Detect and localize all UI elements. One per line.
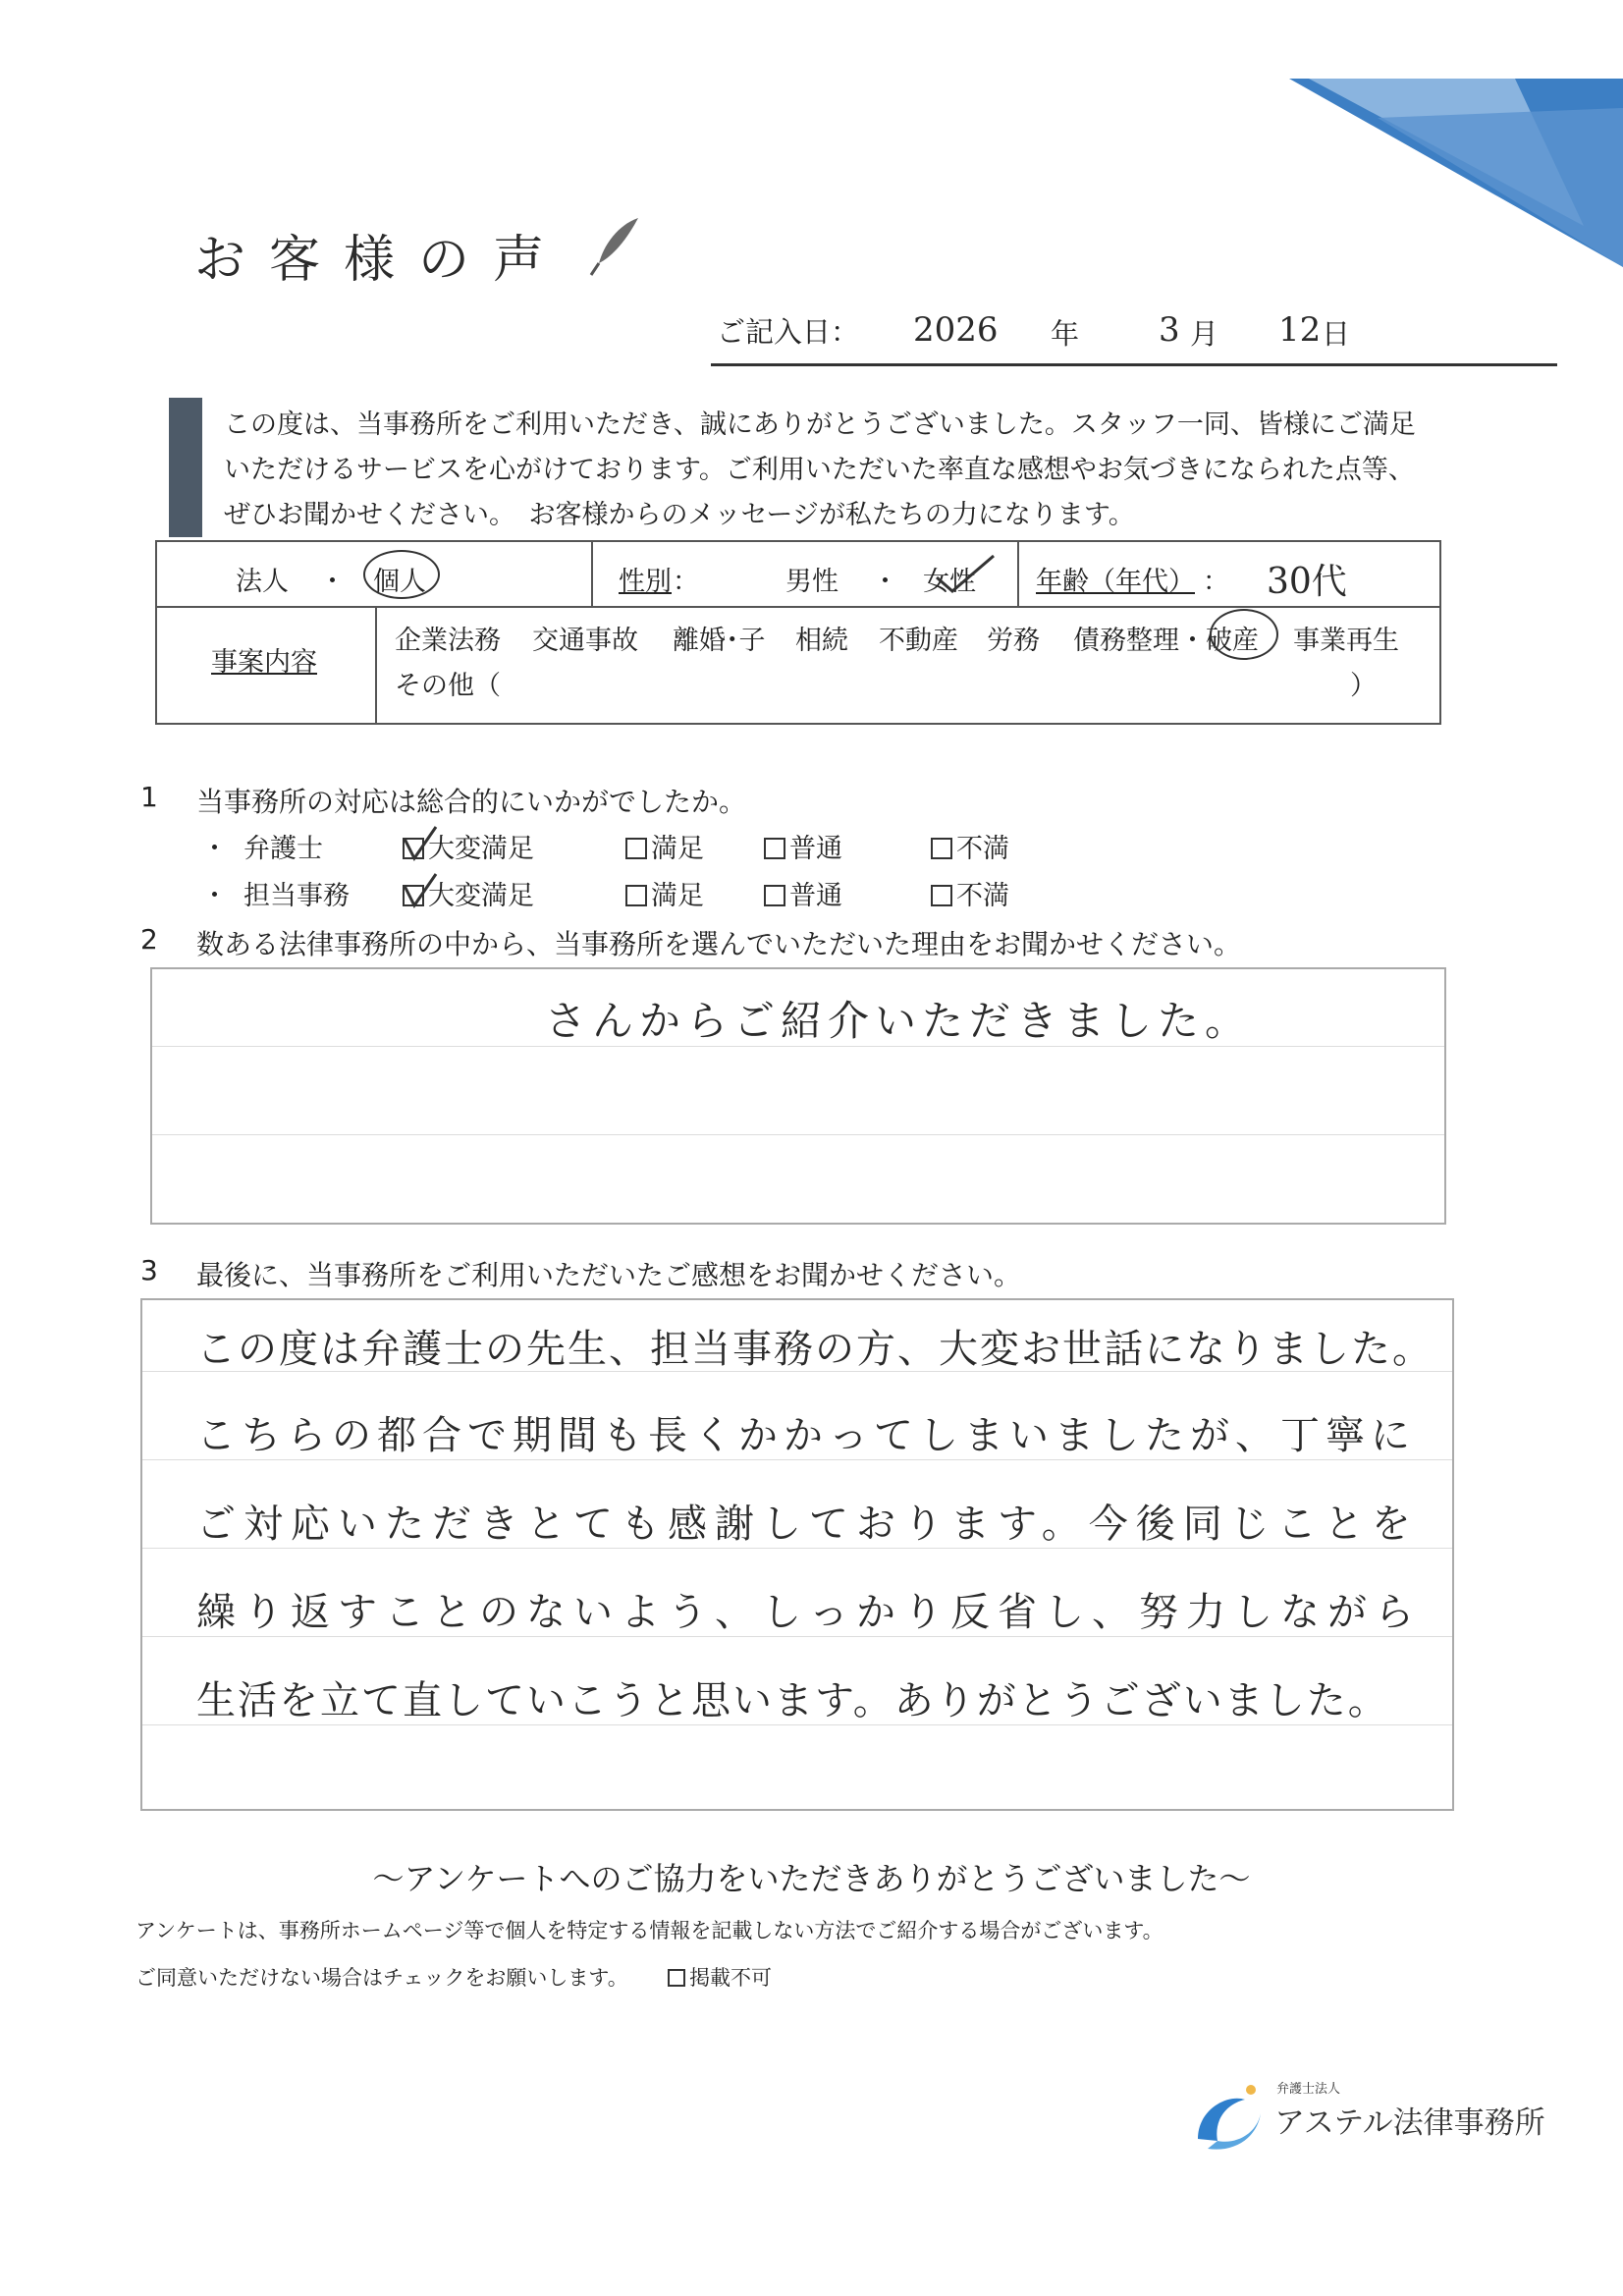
q1-number: 1: [140, 781, 158, 813]
opt-out-checkbox[interactable]: 掲載不可: [668, 1962, 772, 1992]
publication-note: アンケートは、事務所ホームページ等で個人を特定する情報を記載しない方法でご紹介する場合がございます。: [135, 1919, 1163, 1942]
age-colon: ：: [1203, 567, 1229, 597]
case-type: 労務: [987, 626, 1040, 656]
date-month: 3: [1159, 310, 1180, 350]
case-type: 不動産: [879, 626, 958, 656]
checkmark-icon: [401, 823, 440, 866]
intro-line: ぜひお聞かせください。 お客様からのメッセージが私たちの力になります。: [224, 500, 1135, 530]
other-label: その他（: [395, 671, 501, 701]
option-satisfied[interactable]: 満足: [625, 827, 704, 865]
q3-answer-line: ご対応いただきとても感謝しております。今後同じことを: [196, 1502, 1419, 1547]
q1-row-label: 弁護士: [243, 834, 323, 864]
bullet: ・: [201, 834, 228, 864]
checkmark-icon: [401, 870, 440, 913]
opt-out-note: ご同意いただけない場合はチェックをお願いします。: [135, 1966, 628, 1990]
case-type: 離婚･子: [673, 626, 766, 656]
logo-firm-name: アステル法律事務所: [1274, 2105, 1545, 2141]
table-divider: [1017, 542, 1019, 606]
q3-text: 最後に、当事務所をご利用いただいたご感想をお聞かせください。: [196, 1259, 1022, 1291]
answer-rule: [152, 1134, 1444, 1135]
checkmark-icon: [931, 552, 1000, 597]
individual-option: 個人: [373, 567, 426, 597]
case-type: 相続: [795, 626, 848, 656]
corner-decoration: [1270, 0, 1623, 295]
intro-accent-bar: [169, 398, 202, 537]
date-year-unit: 年: [1051, 317, 1080, 351]
case-type: 交通事故: [532, 626, 638, 656]
q2-answer-box[interactable]: [150, 967, 1446, 1225]
option-very-satisfied[interactable]: 大変満足: [403, 874, 534, 912]
feather-icon: [587, 214, 646, 279]
option-satisfied[interactable]: 満足: [625, 874, 704, 912]
q3-answer-box[interactable]: [140, 1298, 1454, 1811]
case-type: 債務整理・破産: [1073, 626, 1259, 656]
intro-line: いただけるサービスを心がけております。ご利用いただいた率直な感想やお気づきになられた点等、: [224, 455, 1415, 485]
case-type: 事業再生: [1293, 626, 1399, 656]
option-normal[interactable]: 普通: [764, 874, 842, 912]
separator-dot: ・: [872, 567, 898, 597]
q3-answer-line: 生活を立て直していこうと思います。ありがとうございました。: [196, 1678, 1389, 1723]
q3-answer-line: 繰り返すことのないよう、しっかり反省し、努力しながら: [196, 1590, 1422, 1635]
date-underline: [711, 363, 1557, 366]
q2-text: 数ある法律事務所の中から、当事務所を選んでいただいた理由をお聞かせください。: [196, 928, 1242, 960]
firm-logo-icon: [1188, 2080, 1271, 2155]
corp-option: 法人: [236, 567, 289, 597]
separator-dot: ・: [319, 567, 346, 597]
q2-number: 2: [140, 923, 158, 956]
male-option: 男性: [785, 567, 839, 597]
option-normal[interactable]: 普通: [764, 827, 842, 865]
table-divider: [591, 542, 593, 606]
date-day: 12: [1278, 310, 1322, 350]
case-type: 企業法務: [395, 626, 501, 656]
age-value: 30代: [1267, 562, 1347, 602]
table-divider: [375, 606, 377, 723]
selected-circle: [1210, 609, 1278, 660]
q3-answer-line: この度は弁護士の先生、担当事務の方、大変お世話になりました。: [196, 1327, 1434, 1372]
option-very-satisfied[interactable]: 大変満足: [403, 827, 534, 865]
option-unsatisfied[interactable]: 不満: [931, 874, 1009, 912]
selected-circle: [363, 550, 440, 599]
gender-colon: ：: [673, 567, 699, 597]
other-close: ）: [1350, 671, 1377, 701]
q2-answer: さんからご紹介いただきました。: [545, 997, 1253, 1045]
female-option: 女性: [923, 567, 976, 597]
q3-number: 3: [140, 1254, 158, 1286]
page-title: お客様の声: [194, 231, 568, 290]
q1-text: 当事務所の対応は総合的にいかがでしたか。: [196, 786, 747, 818]
q3-answer-line: こちらの都合で期間も長くかかってしまいましたが、丁寧に: [196, 1413, 1416, 1458]
q1-row-label: 担当事務: [243, 881, 350, 911]
table-divider: [157, 606, 1439, 608]
intro-line: この度は、当事務所をご利用いただき、誠にありがとうございました。スタッフ一同、皆様にご満足: [224, 410, 1416, 440]
date-year: 2026: [913, 310, 999, 350]
logo-tagline: 弁護士法人: [1276, 2082, 1341, 2097]
gender-label: 性別: [619, 567, 672, 597]
intro-text: [224, 403, 1481, 538]
age-label: 年齢（年代）: [1036, 567, 1195, 597]
thanks-message: 〜アンケートへのご協力をいただきありがとうございました〜: [372, 1860, 1251, 1897]
option-unsatisfied[interactable]: 不満: [931, 827, 1009, 865]
info-table: [155, 540, 1441, 725]
date-month-unit: 月: [1190, 317, 1219, 351]
bullet: ・: [201, 881, 228, 911]
date-label: ご記入日：: [717, 315, 860, 349]
date-day-unit: 日: [1322, 317, 1351, 351]
case-label: 事案内容: [211, 647, 317, 678]
